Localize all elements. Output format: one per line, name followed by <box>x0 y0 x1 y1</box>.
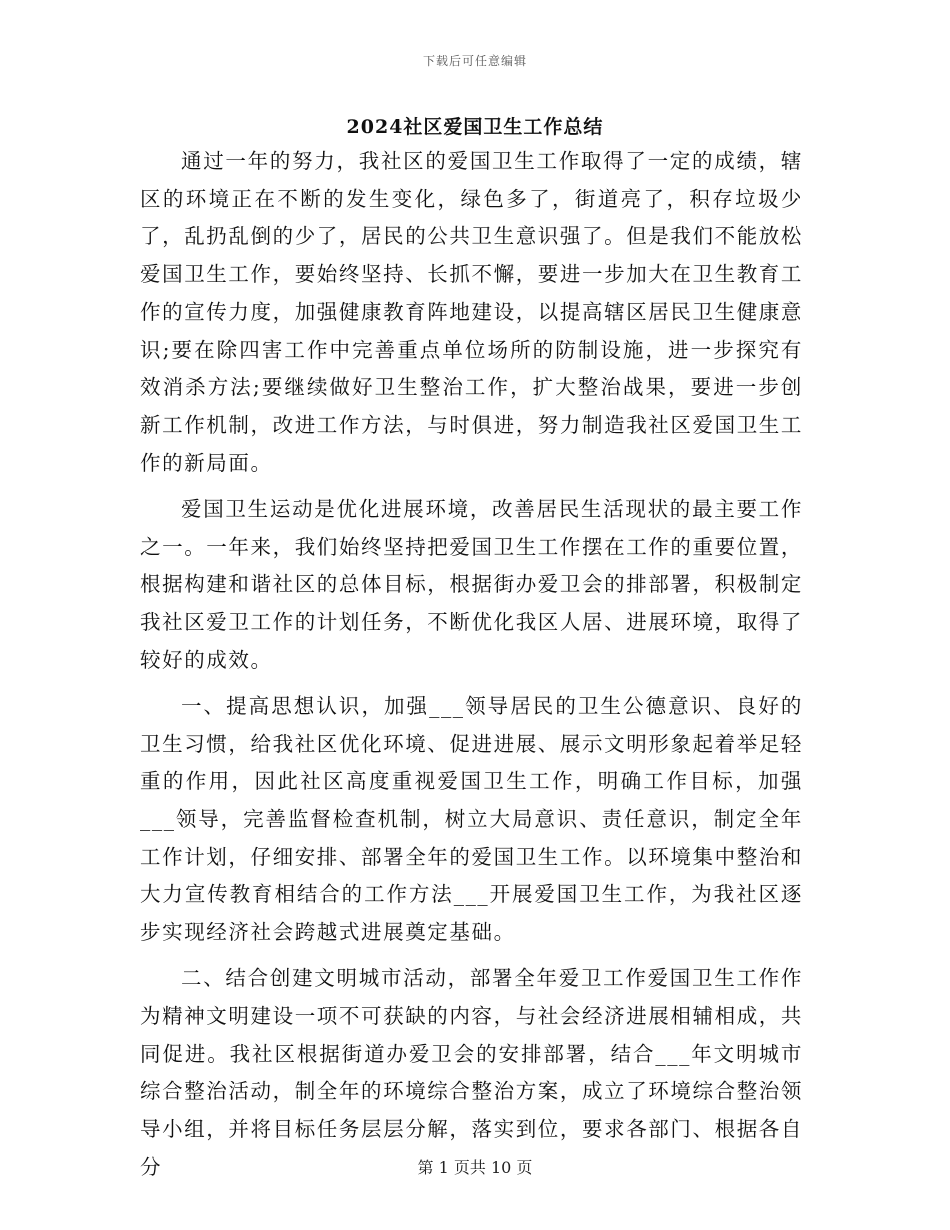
paragraph: 通过一年的努力，我社区的爱国卫生工作取得了一定的成绩，辖区的环境正在不断的发生变化，绿色多了，街道亮了，积存垃圾少了，乱扔乱倒的少了，居民的公共卫生意识强了。但是我们不能放松爱国卫生工作，要始终坚持、长抓不懈，要进一步加大在卫生教育工作的宣传力度，加强健康教育阵地建设，以提高辖区居民卫生健康意识;要在除四害工作中完善重点单位场所的防制设施，进一步探究有效消杀方法;要继续做好卫生整治工作，扩大整治战果，要进一步创新工作机制，改进工作方法，与时俱进，努力制造我社区爱国卫生工作的新局面。 <box>140 149 803 475</box>
document-body <box>140 143 803 1195</box>
paragraph: 爱国卫生运动是优化进展环境，改善居民生活现状的最主要工作之一。一年来，我们始终坚持把爱国卫生工作摆在工作的重要位置，根据构建和谐社区的总体目标，根据街办爱卫会的排部署，积极制定我社区爱卫工作的计划任务，不断优化我区人居、进展环境，取得了较好的成效。 <box>140 496 803 672</box>
document-title: 2024社区爱国卫生工作总结 <box>346 116 604 138</box>
page-number: 第 1 页共 10 页 <box>417 1158 533 1177</box>
paragraph: 二、结合创建文明城市活动，部署全年爱卫工作爱国卫生工作作为精神文明建设一项不可获缺的内容，与社会经济进展相辅相成，共同促进。我社区根据街道办爱卫会的安排部署，结合___年文明城市综合整治活动，制全年的环境综合整治方案，成立了环境综合整治领导小组，并将目标任务层层分解，落实到位，要求各部门、根据各自分 <box>140 966 803 1179</box>
header-note: 下载后可任意编辑 <box>422 54 527 68</box>
paragraph: 一、提高思想认识，加强___领导居民的卫生公德意识、良好的卫生习惯，给我社区优化环境、促进进展、展示文明形象起着举足轻重的作用，因此社区高度重视爱国卫生工作，明确工作目标，加强___领导，完善监督检查机制，树立大局意识、责任意识，制定全年工作计划，仔细安排、部署全年的爱国卫生工作。以环境集中整治和大力宣传教育相结合的工作方法___开展爱国卫生工作，为我社区逐步实现经济社会跨越式进展奠定基础。 <box>140 693 803 945</box>
